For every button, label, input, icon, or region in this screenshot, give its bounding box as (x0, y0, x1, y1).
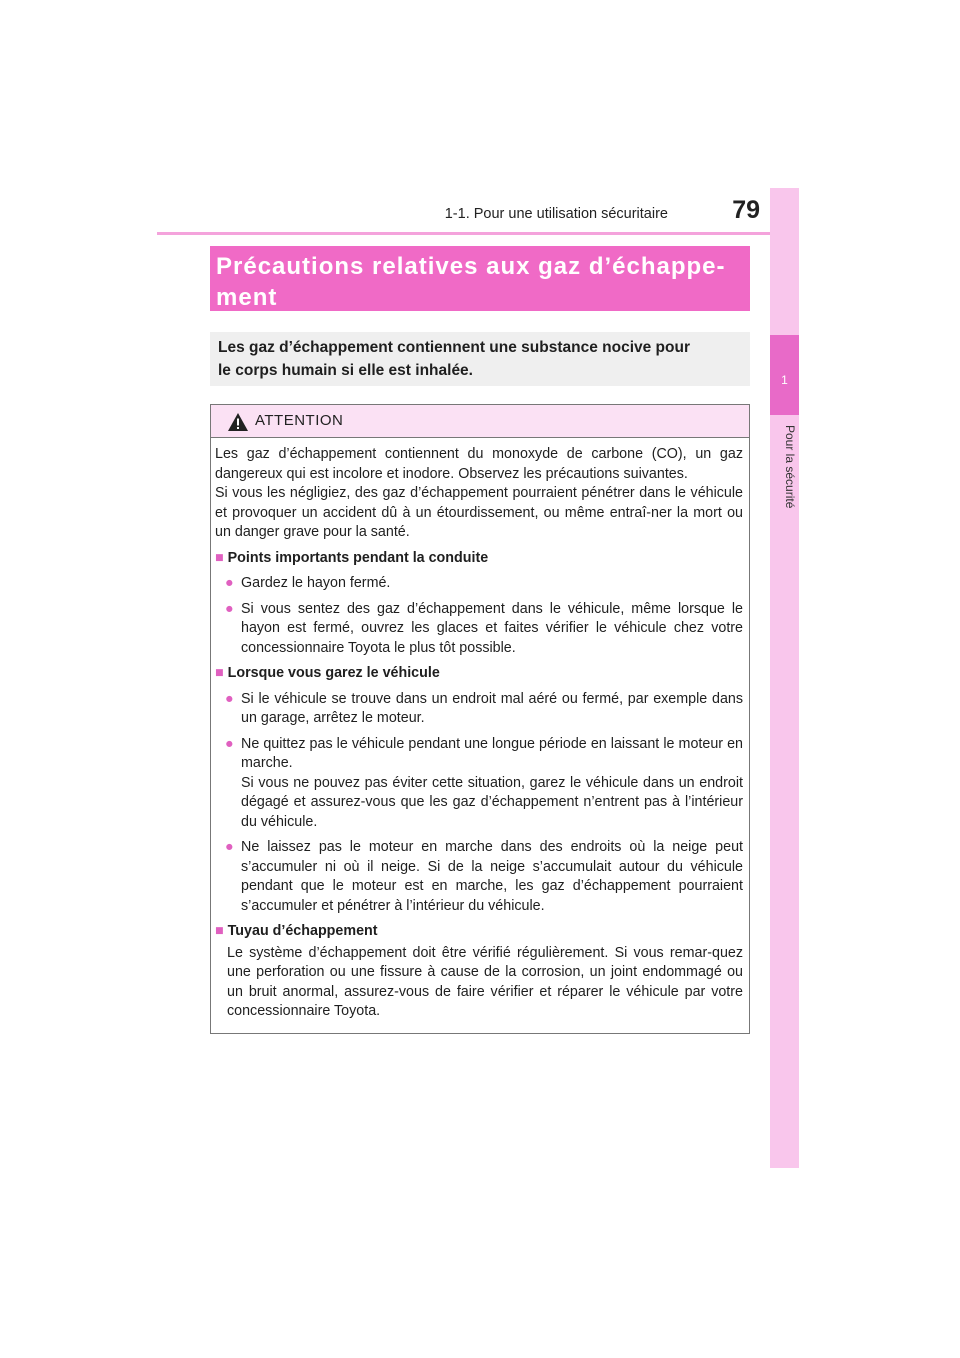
summary-box (210, 332, 750, 386)
summary-line-2: le corps humain si elle est inhalée. (218, 362, 473, 379)
bullet-marker: ● (225, 575, 234, 591)
warning-heading-driving: ■ Points importants pendant la conduite (215, 549, 489, 566)
warning-intro-1: Les gaz d’échappement contiennent du monoxyde de carbone (CO), un gaz dangereux qui est incolore et inodore. Observez les précautions suivantes. (215, 446, 743, 482)
warning-heading-parking: ■ Lorsque vous garez le véhicule (215, 665, 440, 681)
warning-box (210, 404, 750, 1034)
chapter-label: Pour la sécurité (783, 425, 797, 509)
warning-intro-2: Si vous les négligiez, des gaz d’échappement pourraient pénétrer dans le véhicule et provoquer un accident dû à un étourdissement, ou même entraî-ner la mort ou un danger grave pour la santé. (215, 485, 743, 540)
bullet-marker: ● (225, 839, 234, 855)
summary-line-1: Les gaz d’échappement contiennent une substance nocive pour (218, 339, 690, 356)
warning-header (211, 405, 749, 438)
warning-triangle-icon (227, 412, 249, 432)
list-item: ● Ne quittez pas le véhicule pendant une longue période en laissant le moteur en marche. Si vous ne pouvez pas éviter cette situation, garez le véhicule dans un endroit dégagé et assurez-vous que les gaz d’échappement n’entrent pas à l’intérieur du véhicule. (225, 735, 743, 830)
heading-marker: ■ (215, 665, 224, 681)
list-item: ● Gardez le hayon fermé. (215, 574, 743, 594)
header-divider (157, 232, 798, 235)
exhaust-pipe-text: Le système d’échappement doit être vérifié régulièrement. Si vous remar-quez une perforation ou une fissure à cause de la corrosion, un joint endommagé ou un bruit anormal, assurez-vous de faire vérifier et réparer le véhicule par votre concessionnaire Toyota. (227, 944, 743, 1019)
bullet-marker: ● (225, 600, 234, 617)
warning-title: ATTENTION (255, 412, 344, 429)
warning-body (215, 445, 743, 1022)
heading-marker: ■ (215, 549, 224, 566)
list-item: ● Ne laissez pas le moteur en marche dans des endroits où la neige peut s’accumuler ni où il neige. Si de la neige s’accumulait autour du véhicule pendant que le moteur est en marche, les gaz d’échappement pourraient s’accumuler et pénétrer à l’intérieur du véhicule. (225, 839, 743, 914)
list-item: ● Si le véhicule se trouve dans un endroit mal aéré ou fermé, par exemple dans un garage, arrêtez le moteur. (225, 690, 743, 726)
chapter-number: 1 (781, 373, 788, 387)
bullet-marker: ● (225, 690, 234, 707)
section-title-line-1: Précautions relatives aux gaz d’échappe- (216, 253, 726, 280)
warning-heading-exhaust-pipe: ■ Tuyau d’échappement (215, 923, 378, 939)
heading-marker: ■ (215, 923, 224, 939)
page-number: 79 (732, 196, 760, 224)
list-item: ● Si vous sentez des gaz d’échappement dans le véhicule, même lorsque le hayon est fermé, ouvrez les glaces et faites vérifier le véhicule chez votre concessionnaire Toyota le plus tôt possible. (225, 600, 743, 656)
section-title (210, 246, 750, 311)
bullet-marker: ● (225, 735, 234, 752)
section-title-line-2: ment (216, 284, 278, 311)
running-header-section: 1-1. Pour une utilisation sécuritaire (444, 206, 668, 222)
